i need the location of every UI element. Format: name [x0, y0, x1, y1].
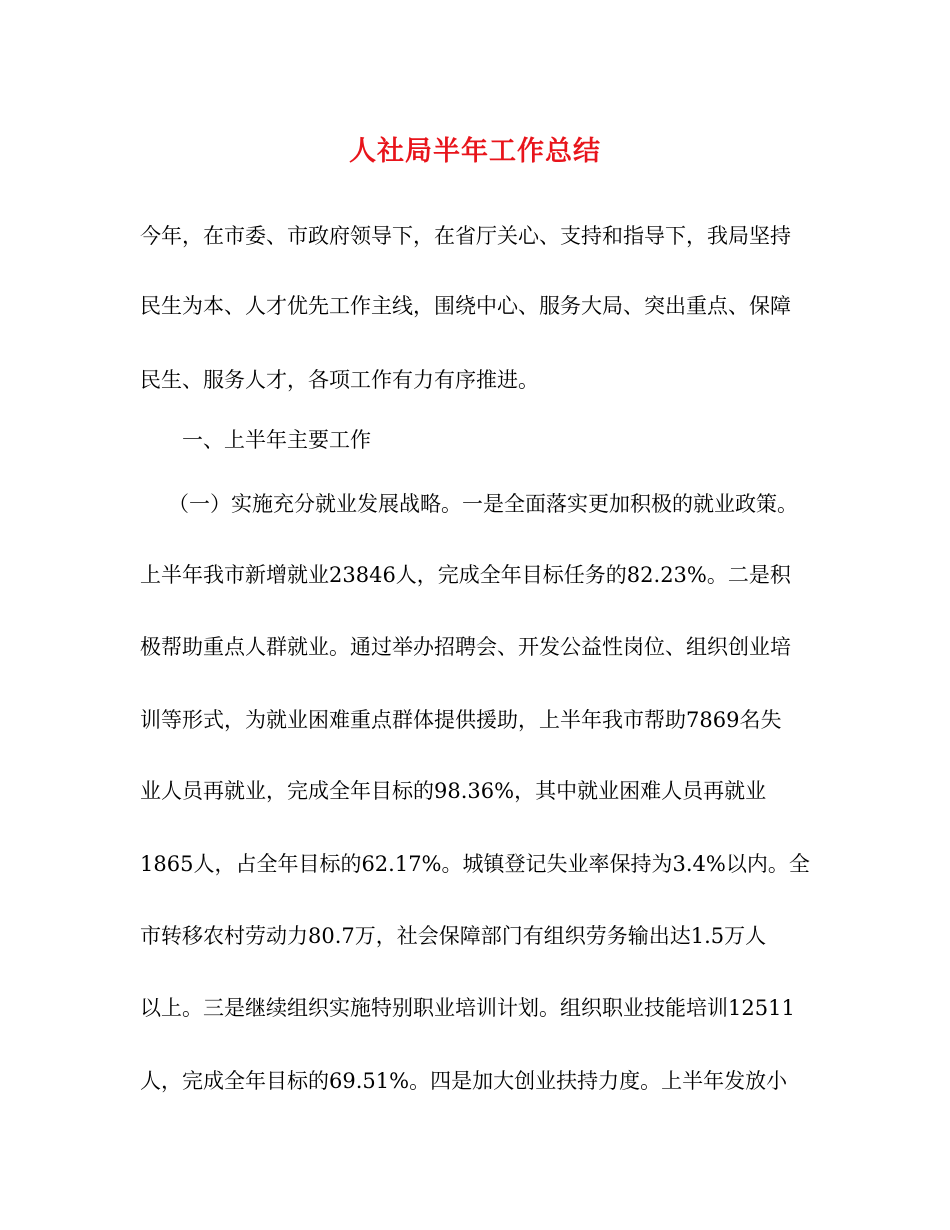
paragraph-line: 民生、服务人才，各项工作有力有序推进。	[140, 368, 539, 392]
paragraph-line: 以上。三是继续组织实施特别职业培训计划。组织职业技能培训12511	[140, 996, 795, 1020]
paragraph-line: 人，完成全年目标的69.51%。四是加大创业扶持力度。上半年发放小	[140, 1069, 788, 1093]
paragraph-line: 极帮助重点人群就业。通过举办招聘会、开发公益性岗位、组织创业培	[140, 635, 791, 659]
paragraph-line: 民生为本、人才优先工作主线，围绕中心、服务大局、突出重点、保障	[140, 294, 791, 318]
paragraph-line: 业人员再就业，完成全年目标的98.36%，其中就业困难人员再就业	[140, 779, 767, 803]
paragraph-line: 上半年我市新增就业23846人，完成全年目标任务的82.23%。二是积	[140, 563, 791, 587]
paragraph-line: （一）实施充分就业发展战略。一是全面落实更加积极的就业政策。	[168, 492, 798, 516]
paragraph-line: 1865人，占全年目标的62.17%。城镇登记失业率保持为3.4%以内。全	[140, 852, 810, 876]
paragraph-line: 今年，在市委、市政府领导下，在省厅关心、支持和指导下，我局坚持	[140, 224, 791, 248]
paragraph-line: 训等形式，为就业困难重点群体提供援助，上半年我市帮助7869名失	[140, 708, 782, 732]
document-title: 人社局半年工作总结	[349, 136, 601, 167]
paragraph-line: 市转移农村劳动力80.7万，社会保障部门有组织劳务输出达1.5万人	[140, 924, 767, 948]
section-heading: 一、上半年主要工作	[182, 428, 371, 452]
